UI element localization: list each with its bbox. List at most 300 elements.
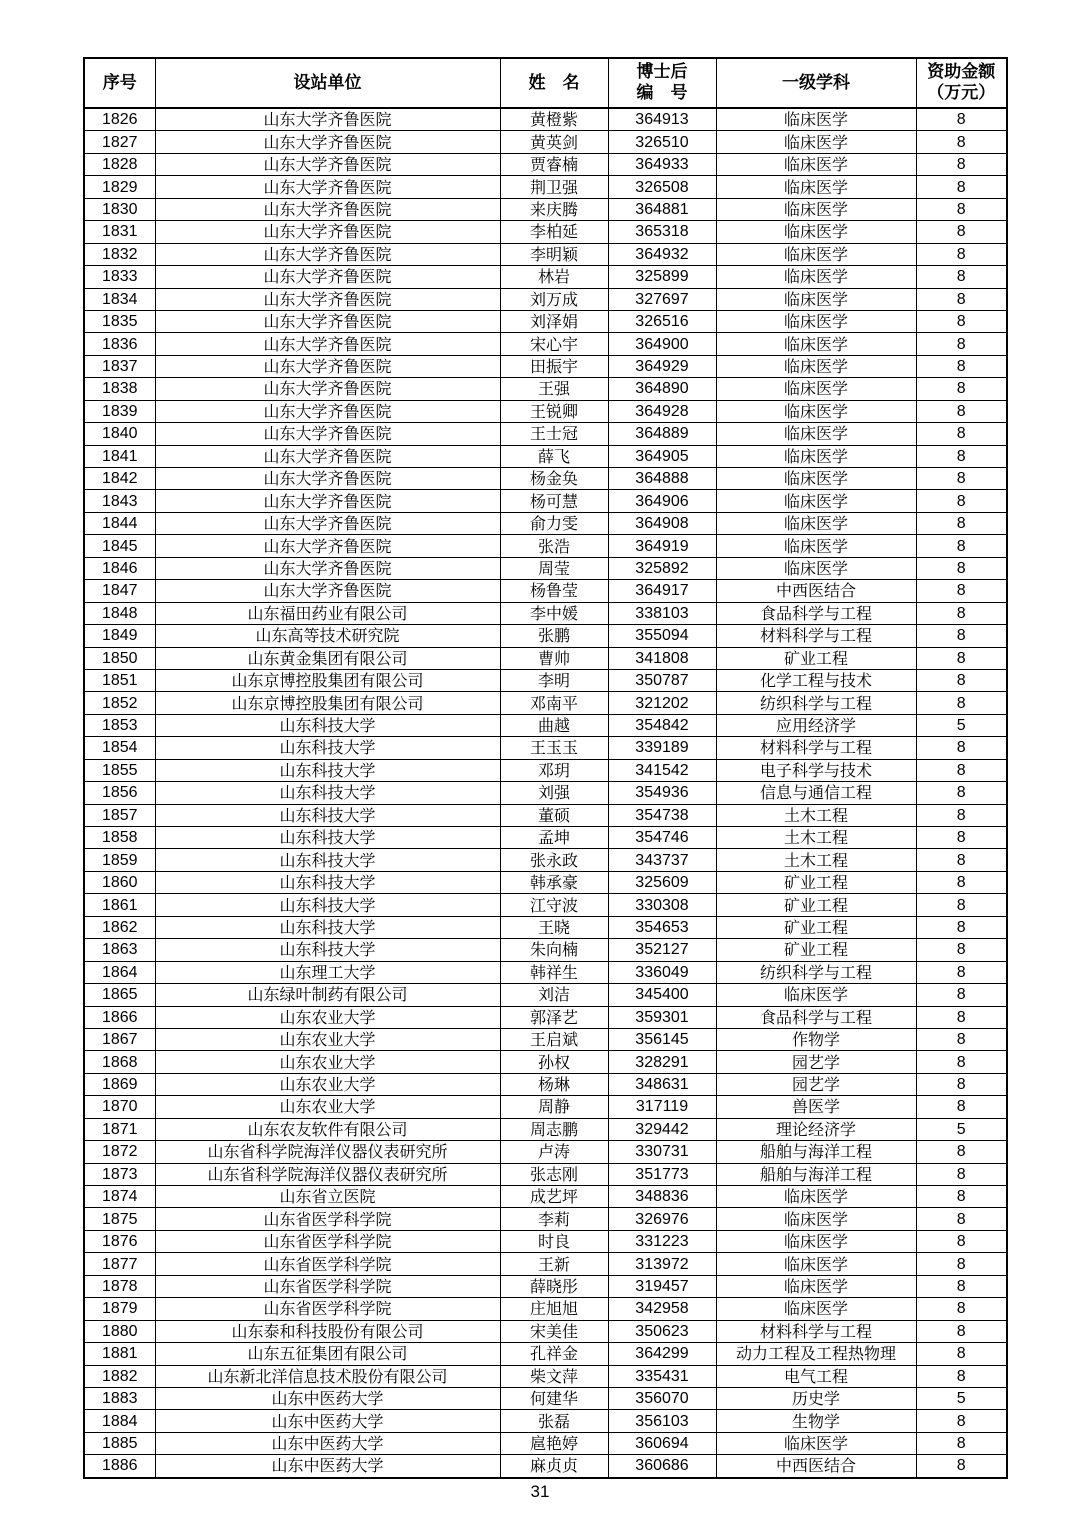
cell-name: 俞力雯 bbox=[500, 512, 608, 534]
table-row bbox=[84, 1253, 1007, 1275]
cell-postdoc-id: 354653 bbox=[608, 916, 716, 938]
cell-name: 宋心宇 bbox=[500, 333, 608, 355]
cell-name: 田振宇 bbox=[500, 355, 608, 377]
cell-postdoc-id: 338103 bbox=[608, 602, 716, 624]
cell-subject: 临床医学 bbox=[716, 984, 916, 1006]
table-row bbox=[84, 1163, 1007, 1185]
cell-subject: 临床医学 bbox=[716, 378, 916, 400]
cell-seq: 1859 bbox=[84, 849, 155, 871]
cell-name: 贾睿楠 bbox=[500, 153, 608, 175]
cell-seq: 1874 bbox=[84, 1186, 155, 1208]
table-row bbox=[84, 1096, 1007, 1118]
cell-seq: 1852 bbox=[84, 692, 155, 714]
cell-unit: 山东农业大学 bbox=[155, 1051, 500, 1073]
cell-seq: 1832 bbox=[84, 243, 155, 265]
cell-amount: 8 bbox=[916, 355, 1007, 377]
cell-subject: 化学工程与技术 bbox=[716, 669, 916, 691]
cell-postdoc-id: 313972 bbox=[608, 1253, 716, 1275]
cell-unit: 山东大学齐鲁医院 bbox=[155, 221, 500, 243]
table-row bbox=[84, 1118, 1007, 1140]
cell-unit: 山东大学齐鲁医院 bbox=[155, 131, 500, 153]
cell-subject: 临床医学 bbox=[716, 490, 916, 512]
cell-postdoc-id: 364905 bbox=[608, 445, 716, 467]
cell-postdoc-id: 352127 bbox=[608, 939, 716, 961]
cell-subject: 船舶与海洋工程 bbox=[716, 1163, 916, 1185]
cell-seq: 1850 bbox=[84, 647, 155, 669]
cell-amount: 8 bbox=[916, 1365, 1007, 1387]
cell-amount: 8 bbox=[916, 1455, 1007, 1478]
cell-seq: 1854 bbox=[84, 737, 155, 759]
cell-subject: 中西医结合 bbox=[716, 580, 916, 602]
cell-subject: 临床医学 bbox=[716, 445, 916, 467]
table-row bbox=[84, 198, 1007, 220]
cell-unit: 山东泰和科技股份有限公司 bbox=[155, 1320, 500, 1342]
cell-subject: 材料科学与工程 bbox=[716, 737, 916, 759]
table-row bbox=[84, 625, 1007, 647]
cell-name: 刘泽娟 bbox=[500, 310, 608, 332]
cell-unit: 山东大学齐鲁医院 bbox=[155, 580, 500, 602]
cell-seq: 1886 bbox=[84, 1455, 155, 1478]
cell-seq: 1868 bbox=[84, 1051, 155, 1073]
cell-unit: 山东大学齐鲁医院 bbox=[155, 423, 500, 445]
cell-name: 张志刚 bbox=[500, 1163, 608, 1185]
cell-postdoc-id: 356103 bbox=[608, 1410, 716, 1432]
table-row bbox=[84, 782, 1007, 804]
cell-postdoc-id: 364890 bbox=[608, 378, 716, 400]
cell-subject: 兽医学 bbox=[716, 1096, 916, 1118]
cell-unit: 山东大学齐鲁医院 bbox=[155, 535, 500, 557]
cell-amount: 8 bbox=[916, 198, 1007, 220]
cell-seq: 1871 bbox=[84, 1118, 155, 1140]
cell-unit: 山东大学齐鲁医院 bbox=[155, 468, 500, 490]
table-row bbox=[84, 1387, 1007, 1409]
cell-subject: 临床医学 bbox=[716, 423, 916, 445]
table-row bbox=[84, 602, 1007, 624]
cell-seq: 1847 bbox=[84, 580, 155, 602]
cell-unit: 山东中医药大学 bbox=[155, 1387, 500, 1409]
cell-name: 宋美佳 bbox=[500, 1320, 608, 1342]
cell-postdoc-id: 342958 bbox=[608, 1298, 716, 1320]
cell-amount: 8 bbox=[916, 804, 1007, 826]
table-row bbox=[84, 1275, 1007, 1297]
cell-seq: 1851 bbox=[84, 669, 155, 691]
cell-seq: 1860 bbox=[84, 871, 155, 893]
table-row bbox=[84, 423, 1007, 445]
cell-amount: 8 bbox=[916, 288, 1007, 310]
cell-amount: 8 bbox=[916, 1432, 1007, 1454]
cell-subject: 矿业工程 bbox=[716, 916, 916, 938]
table-row bbox=[84, 355, 1007, 377]
cell-unit: 山东大学齐鲁医院 bbox=[155, 108, 500, 131]
cell-name: 刘洁 bbox=[500, 984, 608, 1006]
table-row bbox=[84, 221, 1007, 243]
cell-subject: 临床医学 bbox=[716, 288, 916, 310]
cell-unit: 山东省医学科学院 bbox=[155, 1230, 500, 1252]
cell-name: 来庆腾 bbox=[500, 198, 608, 220]
cell-postdoc-id: 354746 bbox=[608, 827, 716, 849]
cell-name: 麻贞贞 bbox=[500, 1455, 608, 1478]
cell-seq: 1879 bbox=[84, 1298, 155, 1320]
cell-subject: 应用经济学 bbox=[716, 714, 916, 736]
cell-name: 王晓 bbox=[500, 916, 608, 938]
cell-name: 张磊 bbox=[500, 1410, 608, 1432]
cell-name: 曲越 bbox=[500, 714, 608, 736]
cell-amount: 8 bbox=[916, 625, 1007, 647]
header-unit: 设站单位 bbox=[155, 58, 500, 108]
cell-amount: 8 bbox=[916, 153, 1007, 175]
cell-postdoc-id: 319457 bbox=[608, 1275, 716, 1297]
cell-name: 黄英剑 bbox=[500, 131, 608, 153]
table-row bbox=[84, 984, 1007, 1006]
table-row bbox=[84, 1455, 1007, 1478]
cell-subject: 信息与通信工程 bbox=[716, 782, 916, 804]
cell-unit: 山东高等技术研究院 bbox=[155, 625, 500, 647]
cell-postdoc-id: 364929 bbox=[608, 355, 716, 377]
cell-subject: 临床医学 bbox=[716, 1186, 916, 1208]
cell-subject: 临床医学 bbox=[716, 266, 916, 288]
cell-seq: 1844 bbox=[84, 512, 155, 534]
cell-unit: 山东大学齐鲁医院 bbox=[155, 355, 500, 377]
cell-subject: 动力工程及工程热物理 bbox=[716, 1343, 916, 1365]
cell-subject: 矿业工程 bbox=[716, 871, 916, 893]
cell-name: 成艺坪 bbox=[500, 1186, 608, 1208]
cell-name: 杨可慧 bbox=[500, 490, 608, 512]
cell-postdoc-id: 341808 bbox=[608, 647, 716, 669]
cell-name: 李莉 bbox=[500, 1208, 608, 1230]
cell-postdoc-id: 360694 bbox=[608, 1432, 716, 1454]
table-row bbox=[84, 1230, 1007, 1252]
cell-seq: 1885 bbox=[84, 1432, 155, 1454]
cell-seq: 1835 bbox=[84, 310, 155, 332]
cell-postdoc-id: 331223 bbox=[608, 1230, 716, 1252]
cell-name: 刘万成 bbox=[500, 288, 608, 310]
cell-postdoc-id: 321202 bbox=[608, 692, 716, 714]
cell-subject: 电气工程 bbox=[716, 1365, 916, 1387]
cell-subject: 临床医学 bbox=[716, 153, 916, 175]
cell-unit: 山东大学齐鲁医院 bbox=[155, 266, 500, 288]
cell-amount: 8 bbox=[916, 400, 1007, 422]
cell-postdoc-id: 328291 bbox=[608, 1051, 716, 1073]
cell-unit: 山东中医药大学 bbox=[155, 1455, 500, 1478]
cell-unit: 山东大学齐鲁医院 bbox=[155, 153, 500, 175]
cell-postdoc-id: 364933 bbox=[608, 153, 716, 175]
cell-postdoc-id: 364299 bbox=[608, 1343, 716, 1365]
cell-amount: 8 bbox=[916, 266, 1007, 288]
cell-amount: 8 bbox=[916, 1320, 1007, 1342]
cell-unit: 山东大学齐鲁医院 bbox=[155, 243, 500, 265]
cell-postdoc-id: 360686 bbox=[608, 1455, 716, 1478]
cell-name: 郭泽艺 bbox=[500, 1006, 608, 1028]
cell-postdoc-id: 339189 bbox=[608, 737, 716, 759]
header-seq: 序号 bbox=[84, 58, 155, 108]
cell-amount: 8 bbox=[916, 176, 1007, 198]
table-row bbox=[84, 804, 1007, 826]
cell-unit: 山东黄金集团有限公司 bbox=[155, 647, 500, 669]
cell-subject: 材料科学与工程 bbox=[716, 1320, 916, 1342]
table-row bbox=[84, 939, 1007, 961]
cell-subject: 临床医学 bbox=[716, 221, 916, 243]
cell-seq: 1834 bbox=[84, 288, 155, 310]
cell-unit: 山东农业大学 bbox=[155, 1006, 500, 1028]
table-row bbox=[84, 1006, 1007, 1028]
table-row bbox=[84, 1365, 1007, 1387]
header-postdoc-id-line1: 博士后 bbox=[636, 62, 688, 82]
table-row bbox=[84, 916, 1007, 938]
cell-name: 王新 bbox=[500, 1253, 608, 1275]
table-row bbox=[84, 512, 1007, 534]
cell-seq: 1875 bbox=[84, 1208, 155, 1230]
cell-seq: 1870 bbox=[84, 1096, 155, 1118]
cell-amount: 8 bbox=[916, 423, 1007, 445]
cell-postdoc-id: 325899 bbox=[608, 266, 716, 288]
cell-amount: 8 bbox=[916, 827, 1007, 849]
table-row bbox=[84, 580, 1007, 602]
cell-subject: 矿业工程 bbox=[716, 647, 916, 669]
cell-name: 张浩 bbox=[500, 535, 608, 557]
cell-subject: 园艺学 bbox=[716, 1073, 916, 1095]
cell-postdoc-id: 364932 bbox=[608, 243, 716, 265]
cell-amount: 8 bbox=[916, 961, 1007, 983]
table-row bbox=[84, 1028, 1007, 1050]
cell-postdoc-id: 354738 bbox=[608, 804, 716, 826]
cell-unit: 山东大学齐鲁医院 bbox=[155, 198, 500, 220]
cell-subject: 临床医学 bbox=[716, 333, 916, 355]
cell-unit: 山东省医学科学院 bbox=[155, 1253, 500, 1275]
table-row bbox=[84, 288, 1007, 310]
cell-unit: 山东科技大学 bbox=[155, 782, 500, 804]
cell-amount: 8 bbox=[916, 243, 1007, 265]
cell-amount: 8 bbox=[916, 984, 1007, 1006]
cell-amount: 8 bbox=[916, 490, 1007, 512]
header-amount bbox=[916, 58, 1007, 108]
cell-unit: 山东科技大学 bbox=[155, 737, 500, 759]
cell-name: 朱向楠 bbox=[500, 939, 608, 961]
cell-seq: 1856 bbox=[84, 782, 155, 804]
cell-name: 王强 bbox=[500, 378, 608, 400]
cell-name: 韩祥生 bbox=[500, 961, 608, 983]
cell-postdoc-id: 364919 bbox=[608, 535, 716, 557]
cell-seq: 1855 bbox=[84, 759, 155, 781]
cell-amount: 8 bbox=[916, 333, 1007, 355]
table-row bbox=[84, 1298, 1007, 1320]
cell-name: 韩承豪 bbox=[500, 871, 608, 893]
cell-amount: 8 bbox=[916, 1028, 1007, 1050]
cell-amount: 8 bbox=[916, 1230, 1007, 1252]
cell-name: 王启斌 bbox=[500, 1028, 608, 1050]
cell-seq: 1846 bbox=[84, 557, 155, 579]
cell-seq: 1873 bbox=[84, 1163, 155, 1185]
cell-subject: 土木工程 bbox=[716, 804, 916, 826]
cell-name: 李明 bbox=[500, 669, 608, 691]
cell-unit: 山东中医药大学 bbox=[155, 1432, 500, 1454]
cell-postdoc-id: 326510 bbox=[608, 131, 716, 153]
cell-amount: 5 bbox=[916, 714, 1007, 736]
cell-unit: 山东科技大学 bbox=[155, 804, 500, 826]
cell-seq: 1876 bbox=[84, 1230, 155, 1252]
cell-amount: 8 bbox=[916, 916, 1007, 938]
cell-name: 邓玥 bbox=[500, 759, 608, 781]
cell-postdoc-id: 325892 bbox=[608, 557, 716, 579]
cell-amount: 8 bbox=[916, 759, 1007, 781]
cell-postdoc-id: 364900 bbox=[608, 333, 716, 355]
cell-amount: 8 bbox=[916, 310, 1007, 332]
table-row bbox=[84, 692, 1007, 714]
cell-unit: 山东科技大学 bbox=[155, 759, 500, 781]
cell-seq: 1853 bbox=[84, 714, 155, 736]
cell-name: 邓南平 bbox=[500, 692, 608, 714]
cell-subject: 临床医学 bbox=[716, 355, 916, 377]
cell-seq: 1833 bbox=[84, 266, 155, 288]
cell-postdoc-id: 327697 bbox=[608, 288, 716, 310]
cell-amount: 8 bbox=[916, 1051, 1007, 1073]
cell-unit: 山东科技大学 bbox=[155, 849, 500, 871]
table-row bbox=[84, 827, 1007, 849]
header-subject: 一级学科 bbox=[716, 58, 916, 108]
cell-name: 扈艳婷 bbox=[500, 1432, 608, 1454]
cell-subject: 临床医学 bbox=[716, 198, 916, 220]
cell-postdoc-id: 356145 bbox=[608, 1028, 716, 1050]
cell-unit: 山东农友软件有限公司 bbox=[155, 1118, 500, 1140]
cell-seq: 1864 bbox=[84, 961, 155, 983]
page-number: 31 bbox=[530, 1482, 550, 1501]
table-row bbox=[84, 1320, 1007, 1342]
cell-name: 李柏延 bbox=[500, 221, 608, 243]
cell-seq: 1867 bbox=[84, 1028, 155, 1050]
cell-seq: 1826 bbox=[84, 108, 155, 131]
cell-amount: 8 bbox=[916, 557, 1007, 579]
cell-subject: 食品科学与工程 bbox=[716, 1006, 916, 1028]
cell-postdoc-id: 364906 bbox=[608, 490, 716, 512]
table-row bbox=[84, 490, 1007, 512]
cell-unit: 山东省医学科学院 bbox=[155, 1275, 500, 1297]
cell-unit: 山东大学齐鲁医院 bbox=[155, 445, 500, 467]
header-amount-line2: （万元） bbox=[927, 83, 996, 103]
cell-unit: 山东五征集团有限公司 bbox=[155, 1343, 500, 1365]
cell-postdoc-id: 325609 bbox=[608, 871, 716, 893]
cell-unit: 山东京博控股集团有限公司 bbox=[155, 692, 500, 714]
cell-subject: 临床医学 bbox=[716, 1298, 916, 1320]
cell-seq: 1831 bbox=[84, 221, 155, 243]
cell-subject: 临床医学 bbox=[716, 310, 916, 332]
cell-postdoc-id: 351773 bbox=[608, 1163, 716, 1185]
cell-subject: 临床医学 bbox=[716, 535, 916, 557]
cell-subject: 临床医学 bbox=[716, 557, 916, 579]
cell-seq: 1843 bbox=[84, 490, 155, 512]
cell-postdoc-id: 364928 bbox=[608, 400, 716, 422]
cell-seq: 1872 bbox=[84, 1141, 155, 1163]
cell-seq: 1829 bbox=[84, 176, 155, 198]
cell-unit: 山东农业大学 bbox=[155, 1096, 500, 1118]
cell-postdoc-id: 356070 bbox=[608, 1387, 716, 1409]
cell-amount: 8 bbox=[916, 108, 1007, 131]
cell-subject: 土木工程 bbox=[716, 827, 916, 849]
cell-subject: 理论经济学 bbox=[716, 1118, 916, 1140]
table-row bbox=[84, 400, 1007, 422]
cell-seq: 1839 bbox=[84, 400, 155, 422]
funding-table bbox=[83, 57, 1008, 1479]
cell-unit: 山东绿叶制药有限公司 bbox=[155, 984, 500, 1006]
table-row bbox=[84, 1208, 1007, 1230]
cell-unit: 山东省医学科学院 bbox=[155, 1208, 500, 1230]
cell-unit: 山东科技大学 bbox=[155, 916, 500, 938]
table-body bbox=[84, 108, 1007, 1478]
cell-name: 柴文萍 bbox=[500, 1365, 608, 1387]
cell-unit: 山东大学齐鲁医院 bbox=[155, 378, 500, 400]
cell-subject: 历史学 bbox=[716, 1387, 916, 1409]
table-row bbox=[84, 961, 1007, 983]
cell-name: 周志鹏 bbox=[500, 1118, 608, 1140]
cell-seq: 1858 bbox=[84, 827, 155, 849]
cell-postdoc-id: 326976 bbox=[608, 1208, 716, 1230]
table-row bbox=[84, 153, 1007, 175]
cell-amount: 5 bbox=[916, 1387, 1007, 1409]
cell-subject: 作物学 bbox=[716, 1028, 916, 1050]
cell-postdoc-id: 359301 bbox=[608, 1006, 716, 1028]
cell-subject: 园艺学 bbox=[716, 1051, 916, 1073]
header-name: 姓 名 bbox=[500, 58, 608, 108]
cell-postdoc-id: 364917 bbox=[608, 580, 716, 602]
cell-postdoc-id: 330731 bbox=[608, 1141, 716, 1163]
cell-amount: 8 bbox=[916, 647, 1007, 669]
cell-amount: 8 bbox=[916, 535, 1007, 557]
cell-seq: 1845 bbox=[84, 535, 155, 557]
cell-unit: 山东大学齐鲁医院 bbox=[155, 490, 500, 512]
cell-subject: 船舶与海洋工程 bbox=[716, 1141, 916, 1163]
cell-amount: 8 bbox=[916, 1073, 1007, 1095]
cell-seq: 1838 bbox=[84, 378, 155, 400]
table-row bbox=[84, 669, 1007, 691]
cell-subject: 临床医学 bbox=[716, 400, 916, 422]
cell-unit: 山东京博控股集团有限公司 bbox=[155, 669, 500, 691]
table-row bbox=[84, 176, 1007, 198]
table-row bbox=[84, 310, 1007, 332]
cell-seq: 1828 bbox=[84, 153, 155, 175]
cell-unit: 山东中医药大学 bbox=[155, 1410, 500, 1432]
cell-name: 董硕 bbox=[500, 804, 608, 826]
cell-seq: 1842 bbox=[84, 468, 155, 490]
cell-seq: 1836 bbox=[84, 333, 155, 355]
cell-unit: 山东大学齐鲁医院 bbox=[155, 333, 500, 355]
cell-amount: 8 bbox=[916, 1141, 1007, 1163]
cell-name: 杨鲁莹 bbox=[500, 580, 608, 602]
cell-amount: 8 bbox=[916, 1006, 1007, 1028]
cell-seq: 1877 bbox=[84, 1253, 155, 1275]
cell-seq: 1869 bbox=[84, 1073, 155, 1095]
cell-amount: 8 bbox=[916, 580, 1007, 602]
cell-seq: 1865 bbox=[84, 984, 155, 1006]
cell-unit: 山东省立医院 bbox=[155, 1186, 500, 1208]
cell-subject: 矿业工程 bbox=[716, 894, 916, 916]
cell-unit: 山东农业大学 bbox=[155, 1073, 500, 1095]
table-row bbox=[84, 378, 1007, 400]
cell-amount: 8 bbox=[916, 445, 1007, 467]
header-row bbox=[84, 58, 1007, 108]
cell-unit: 山东科技大学 bbox=[155, 939, 500, 961]
cell-seq: 1849 bbox=[84, 625, 155, 647]
cell-subject: 临床医学 bbox=[716, 108, 916, 131]
table-row bbox=[84, 108, 1007, 131]
cell-postdoc-id: 330308 bbox=[608, 894, 716, 916]
table-header bbox=[84, 58, 1007, 108]
cell-subject: 临床医学 bbox=[716, 176, 916, 198]
cell-unit: 山东大学齐鲁医院 bbox=[155, 288, 500, 310]
cell-name: 李明颖 bbox=[500, 243, 608, 265]
cell-postdoc-id: 348631 bbox=[608, 1073, 716, 1095]
cell-subject: 临床医学 bbox=[716, 468, 916, 490]
cell-name: 周静 bbox=[500, 1096, 608, 1118]
cell-seq: 1878 bbox=[84, 1275, 155, 1297]
cell-unit: 山东省科学院海洋仪器仪表研究所 bbox=[155, 1141, 500, 1163]
